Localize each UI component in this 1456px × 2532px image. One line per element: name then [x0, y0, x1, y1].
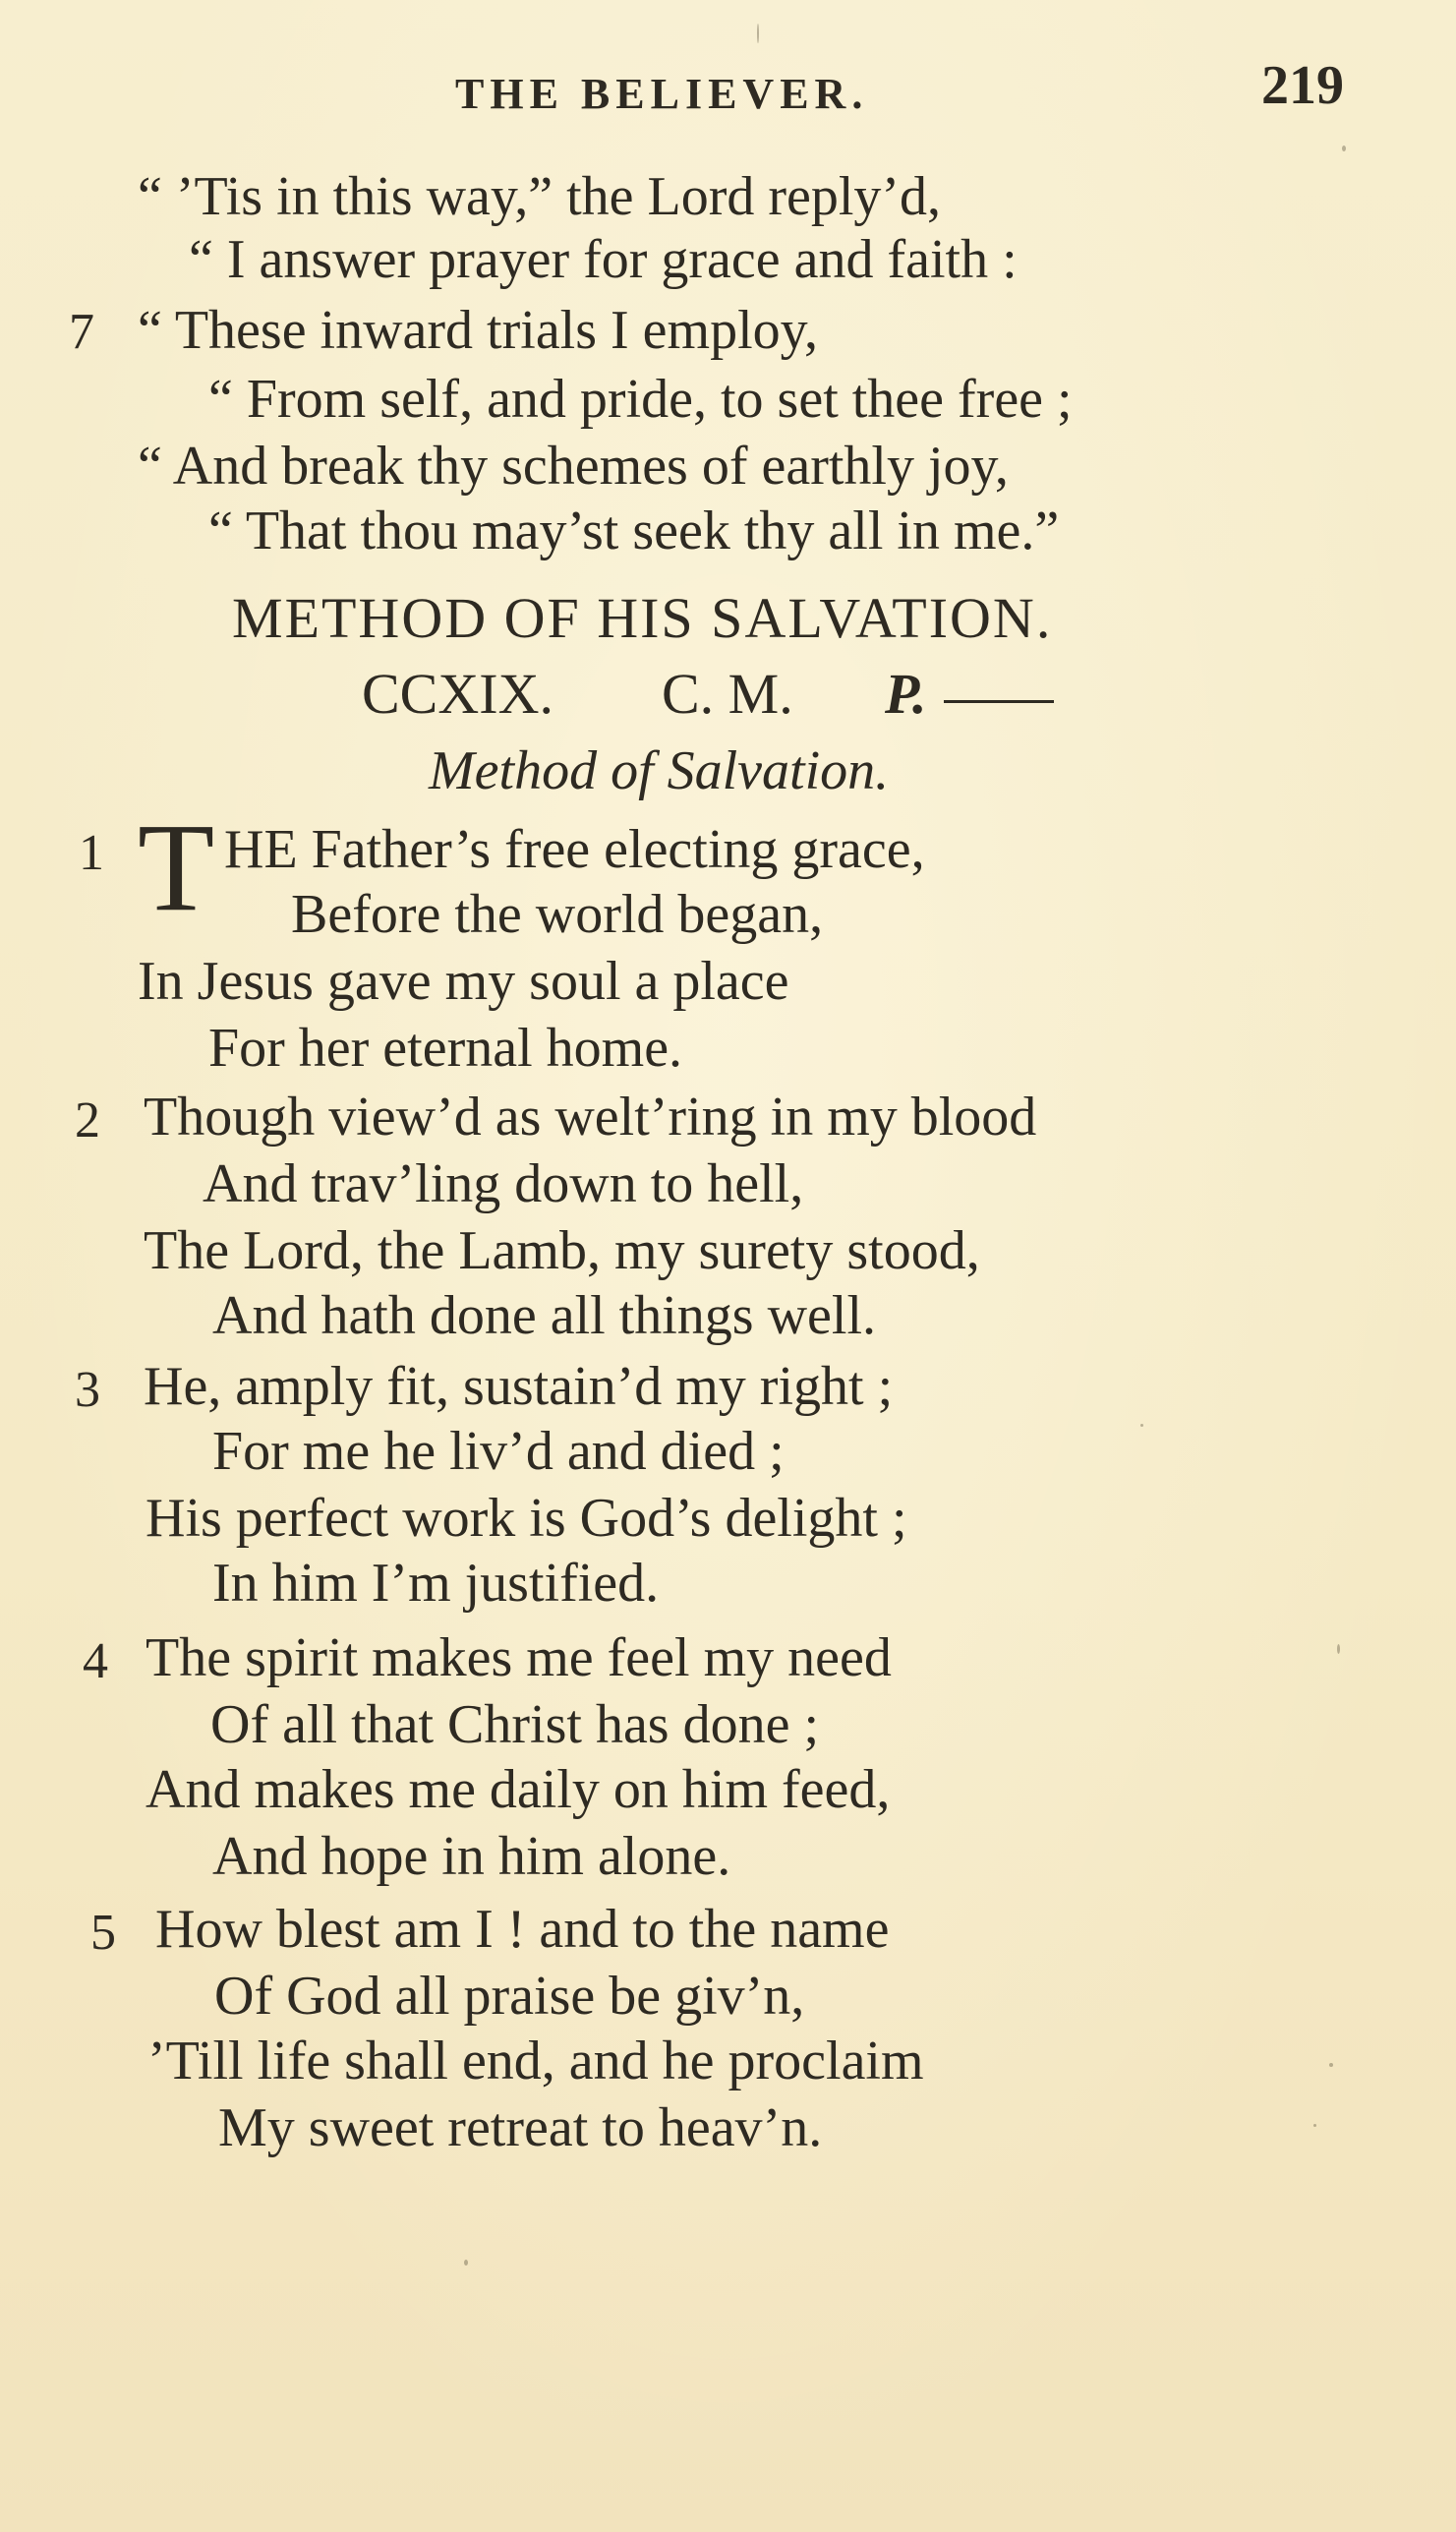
verse-2-line-3: The Lord, the Lamb, my surety stood, [144, 1220, 980, 1281]
drop-cap: T [138, 797, 215, 937]
verse-number-7: 7 [69, 304, 94, 360]
verse-number-2: 2 [75, 1092, 100, 1148]
verse-1-line-4: For her eternal home. [208, 1018, 683, 1079]
verse-number-1: 1 [79, 825, 104, 881]
continuation-line-3: “ These inward trials I employ, [138, 300, 819, 361]
verse-4-line-1: The spirit makes me feel my need [146, 1627, 892, 1688]
verse-5-line-4: My sweet retreat to heav’n. [218, 2097, 823, 2158]
hymn-number: CCXIX. [362, 662, 553, 726]
continuation-line-4: “ From self, and pride, to set thee free ; [208, 369, 1073, 430]
verse-number-3: 3 [75, 1362, 100, 1418]
verse-3-line-4: In him I’m justified. [212, 1553, 660, 1614]
section-title: METHOD OF HIS SALVATION. [232, 586, 1053, 650]
hymn-subtitle: Method of Salvation. [429, 740, 890, 801]
continuation-line-5: “ And break thy schemes of earthly joy, [138, 436, 1009, 497]
continuation-line-1: “ ’Tis in this way,” the Lord reply’d, [138, 166, 942, 227]
verse-2-line-2: And trav’ling down to hell, [203, 1153, 804, 1214]
verse-3-line-2: For me he liv’d and died ; [212, 1421, 785, 1482]
verse-3-line-1: He, amply fit, sustain’d my right ; [144, 1356, 894, 1417]
verse-1-line-2: Before the world began, [291, 884, 824, 945]
verse-1-line-1: HE Father’s free electing grace, [224, 819, 925, 880]
continuation-line-6: “ That thou may’st seek thy all in me.” [208, 501, 1060, 561]
verse-2-line-1: Though view’d as welt’ring in my blood [144, 1087, 1037, 1148]
verse-4-line-4: And hope in him alone. [212, 1826, 731, 1887]
verse-5-line-2: Of God all praise be giv’n, [214, 1966, 805, 2027]
tune-letter: P. [885, 662, 927, 726]
heading-rule [944, 700, 1054, 703]
continuation-line-2: “ I answer prayer for grace and faith : [189, 229, 1018, 290]
verse-number-5: 5 [90, 1905, 116, 1961]
page-number: 219 [1261, 55, 1344, 116]
verse-1-line-3: In Jesus gave my soul a place [138, 951, 789, 1012]
verse-4-line-2: Of all that Christ has done ; [210, 1694, 820, 1755]
running-head: THE BELIEVER. [455, 70, 869, 118]
verse-3-line-3: His perfect work is God’s delight ; [146, 1488, 907, 1549]
hymn-meter: C. M. [662, 662, 793, 726]
verse-number-4: 4 [83, 1633, 108, 1689]
verse-5-line-3: ’Till life shall end, and he proclaim [147, 2031, 924, 2091]
verse-5-line-1: How blest am I ! and to the name [155, 1899, 890, 1960]
verse-4-line-3: And makes me daily on him feed, [146, 1759, 891, 1820]
verse-2-line-4: And hath done all things well. [212, 1285, 877, 1346]
